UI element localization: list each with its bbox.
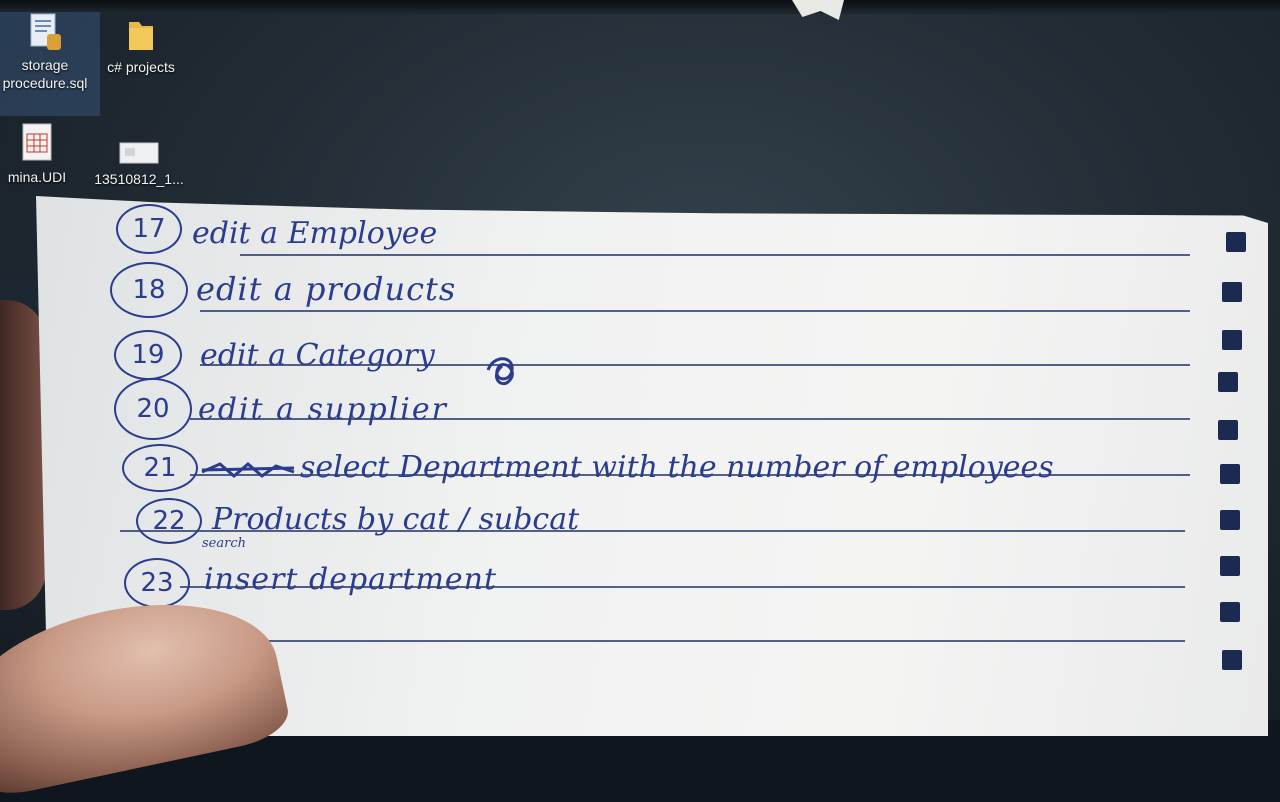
note-item: Products by cat / subcat [212, 502, 580, 537]
margin-note: search [202, 536, 246, 551]
monitor-bezel [0, 0, 1280, 14]
note-item: select Department with the number of employees [300, 450, 1054, 485]
desktop-icon-label: c# projects [107, 59, 175, 75]
desktop-icon-label: mina.UDI [7, 169, 67, 185]
binder-hole [1226, 232, 1246, 252]
binder-hole [1222, 650, 1242, 670]
folder-icon [123, 16, 159, 54]
item-number: 18 [110, 262, 188, 318]
item-number: 23 [124, 558, 190, 608]
scribble-mark [484, 350, 524, 390]
item-number: 22 [136, 498, 202, 544]
desktop-icon-storage-procedure[interactable] [0, 12, 100, 116]
item-number: 21 [122, 444, 198, 492]
sql-file-icon [27, 12, 63, 52]
binder-hole [1222, 330, 1242, 350]
binder-hole [1222, 282, 1242, 302]
note-item: edit a Employee [192, 216, 438, 251]
binder-hole [1220, 602, 1240, 622]
binder-hole [1220, 464, 1240, 484]
spreadsheet-file-icon [17, 122, 57, 164]
desktop-icon-mina-udi[interactable] [0, 122, 92, 186]
ruled-line [260, 640, 1185, 642]
desktop-icon-image-file[interactable] [84, 140, 194, 188]
desktop-icon-label: 13510812_1... [94, 171, 184, 187]
binder-hole [1218, 420, 1238, 440]
note-item: insert department [204, 562, 498, 597]
item-number: 19 [114, 330, 182, 380]
crossed-out-word [200, 458, 296, 482]
binder-hole [1220, 556, 1240, 576]
binder-hole [1220, 510, 1240, 530]
note-item: edit a supplier [198, 392, 448, 427]
note-item: edit a products [196, 270, 457, 308]
desktop-icon-label: storage procedure.sql [2, 57, 88, 91]
item-number: 17 [116, 204, 182, 254]
image-file-icon [117, 140, 161, 166]
item-number: 20 [114, 378, 192, 440]
binder-hole [1218, 372, 1238, 392]
hand-fingers [0, 300, 46, 610]
note-item: edit a Category [200, 338, 435, 373]
ruled-line [200, 310, 1190, 312]
ruled-line [240, 254, 1190, 256]
desktop-icon-csharp-projects[interactable] [86, 16, 196, 76]
